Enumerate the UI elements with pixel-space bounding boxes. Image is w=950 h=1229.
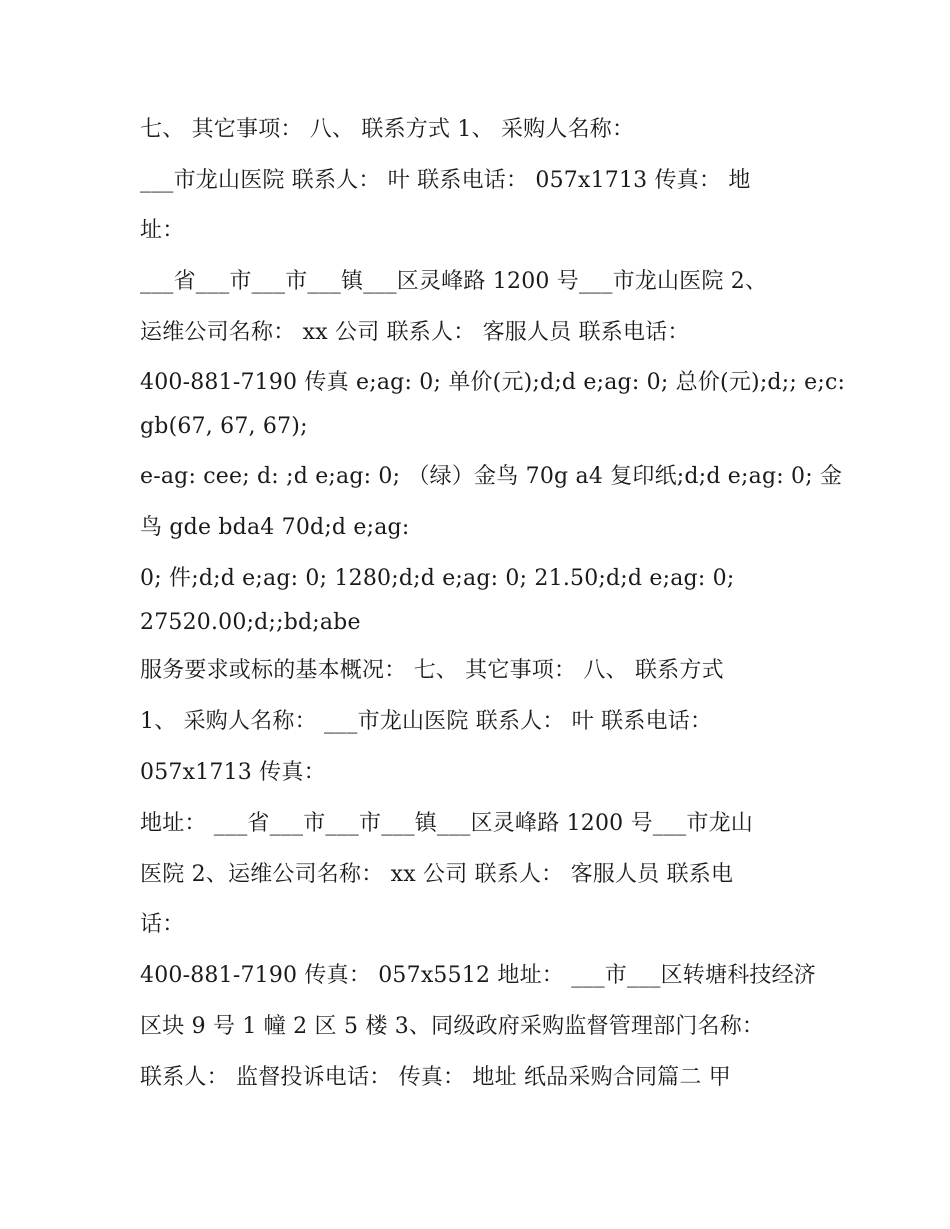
text-line: 地址： ___省___市___市___镇___区灵峰路 1200 号___市龙山	[140, 811, 753, 836]
text-line: ___市龙山医院 联系人： 叶 联系电话： 057x1713 传真： 地	[140, 168, 751, 193]
text-line: 057x1713 传真：	[140, 760, 326, 785]
text-line: 27520.00;d;;bd;abe	[140, 610, 361, 635]
text-line: 区块 9 号 1 幢 2 区 5 楼 3、同级政府采购监督管理部门名称：	[140, 1014, 765, 1039]
text-line: 0; 件;d;d e;ag: 0; 1280;d;d e;ag: 0; 21.50;d;d e;ag: 0;	[140, 566, 735, 591]
text-line: 话：	[140, 912, 185, 937]
text-line: 医院 2、运维公司名称： xx 公司 联系人： 客服人员 联系电	[140, 862, 734, 887]
text-line: 址：	[140, 218, 185, 243]
text-line: 运维公司名称： xx 公司 联系人： 客服人员 联系电话：	[140, 320, 690, 345]
text-line: 联系人： 监督投诉电话： 传真： 地址 纸品采购合同篇二 甲	[140, 1065, 731, 1090]
text-line: 七、 其它事项： 八、 联系方式 1、 采购人名称：	[140, 117, 635, 142]
text-line: gb(67, 67, 67);	[140, 414, 308, 439]
text-line: 鸟 gde bda4 70d;d e;ag:	[140, 515, 410, 540]
text-line: 1、 采购人名称： ___市龙山医院 联系人： 叶 联系电话：	[140, 709, 713, 734]
text-line: 400-881-7190 传真： 057x5512 地址： ___市___区转塘科技经济	[140, 963, 816, 988]
text-line: 服务要求或标的基本概况： 七、 其它事项： 八、 联系方式	[140, 658, 724, 683]
text-line: 400-881-7190 传真 e;ag: 0; 单价(元);d;d e;ag: 0; 总价(元);d;; e;c:	[140, 370, 846, 395]
text-line: ___省___市___市___镇___区灵峰路 1200 号___市龙山医院 2、	[140, 269, 768, 294]
text-line: e-ag: cee; d: ;d e;ag: 0; （绿）金鸟 70g a4 复印纸;d;d e;ag: 0; 金	[140, 464, 843, 489]
